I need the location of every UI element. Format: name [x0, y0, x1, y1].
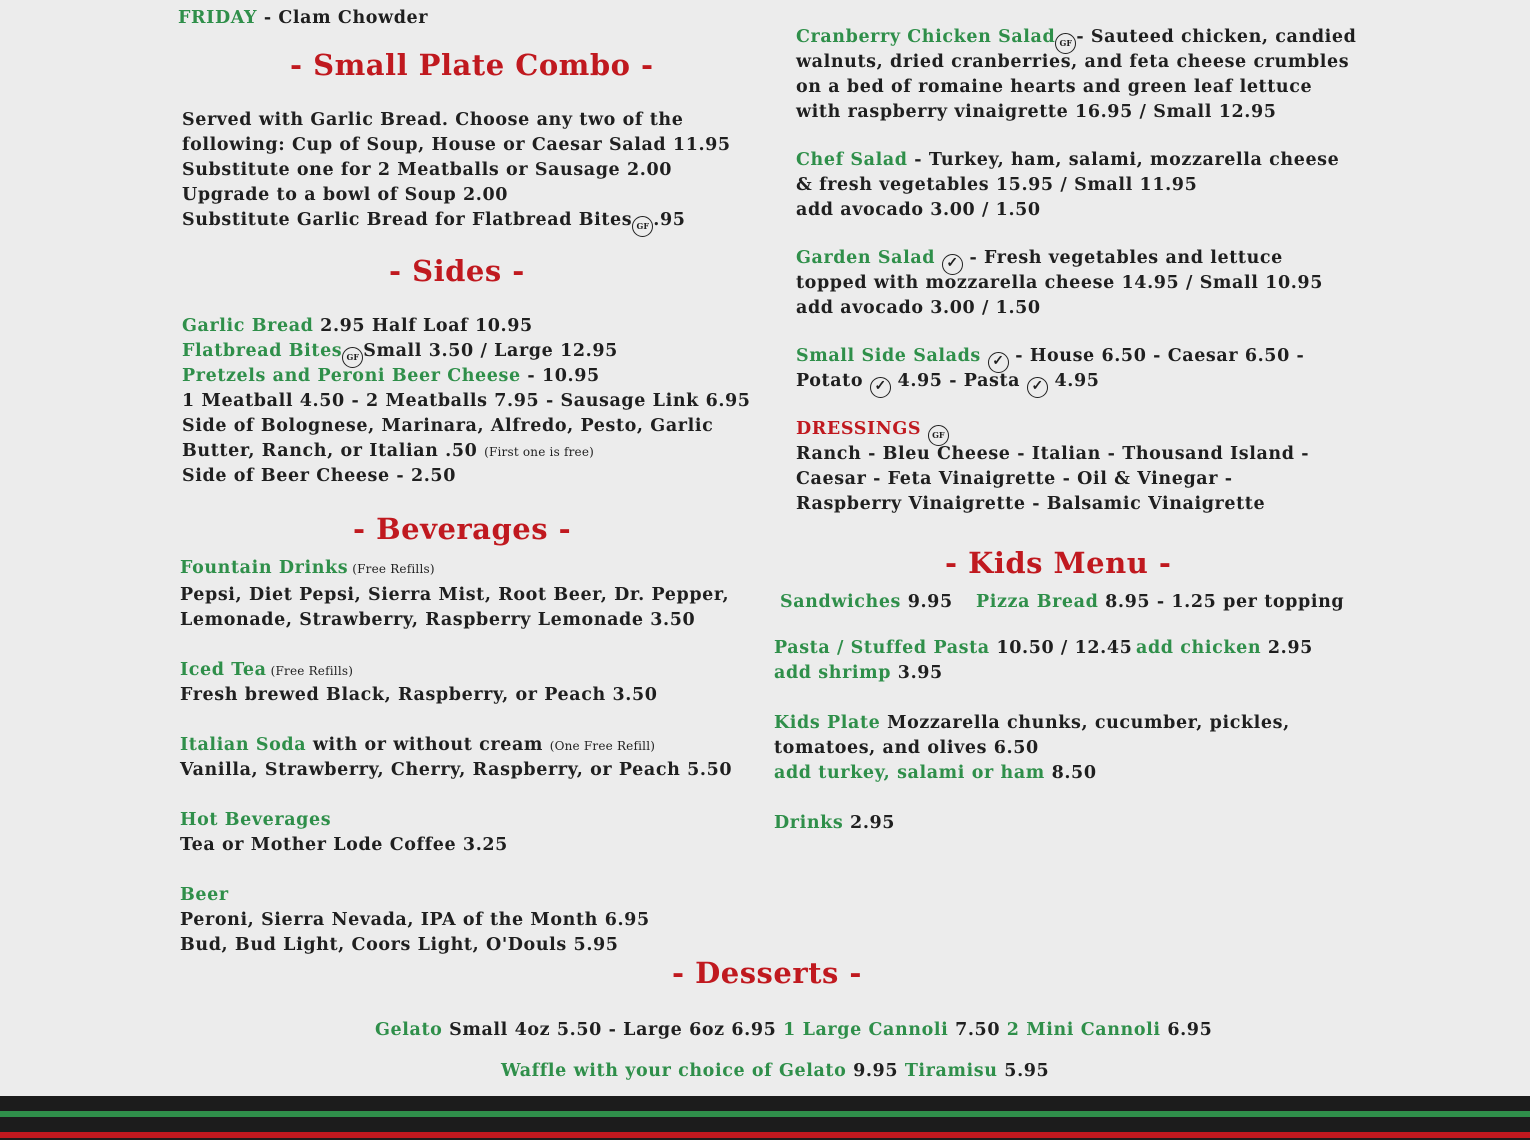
soda-note: (One Free Refill) — [549, 739, 656, 753]
small-plate-line-2: following: Cup of Soup, House or Caesar Salad 11.95 — [182, 135, 731, 155]
tea-heading — [180, 658, 353, 684]
footer-stripes — [0, 1096, 1530, 1140]
sauce-line-1: Side of Bolognese, Marinara, Alfredo, Pesto, Garlic — [182, 416, 714, 436]
beer-line-2: Bud, Bud Light, Coors Light, O'Douls 5.95 — [180, 935, 619, 955]
kids-pasta-price: 10.50 / 12.45 — [989, 638, 1133, 658]
chef-line-3: add avocado 3.00 / 1.50 — [796, 200, 1041, 220]
cranberry-line-3: on a bed of romaine hearts and green leaf lettuce — [796, 77, 1313, 97]
gluten-free-icon: GF — [1055, 33, 1076, 54]
kids-pizza-bread — [976, 590, 1344, 615]
gluten-free-icon: GF — [632, 216, 653, 237]
fountain-line-2: Lemonade, Strawberry, Raspberry Lemonade 3.50 — [180, 610, 696, 630]
flatbread-price: Small 3.50 / Large 12.95 — [363, 341, 618, 361]
sauce-line-2 — [182, 439, 594, 465]
hot-heading: Hot Beverages — [180, 810, 332, 830]
cranberry-line-4: with raspberry vinaigrette 16.95 / Small 12.95 — [796, 102, 1277, 122]
red-stripe — [0, 1132, 1530, 1138]
kids-plate-desc-1: Mozzarella chunks, cucumber, pickles, — [880, 713, 1290, 733]
sides-heading: - Sides - — [389, 254, 525, 288]
kids-plate-name: Kids Plate — [774, 713, 881, 733]
garden-line-3: add avocado 3.00 / 1.50 — [796, 298, 1041, 318]
small-plate-line-1: Served with Garlic Bread. Choose any two of the — [182, 110, 684, 130]
tea-line: Fresh brewed Black, Raspberry, or Peach 3.50 — [180, 685, 658, 705]
small-plate-line-4: Upgrade to a bowl of Soup 2.00 — [182, 185, 509, 205]
meatball-line: 1 Meatball 4.50 - 2 Meatballs 7.95 - Sausage Link 6.95 — [182, 391, 751, 411]
dressings-line-1: Ranch - Bleu Cheese - Italian - Thousand Island - — [796, 444, 1310, 464]
small-plate-heading: - Small Plate Combo - — [290, 48, 654, 82]
vegetarian-icon: ✓ — [988, 352, 1009, 373]
tea-name: Iced Tea — [180, 660, 267, 680]
soda-name: Italian Soda — [180, 735, 307, 755]
sauce-line-2-text: Butter, Ranch, or Italian .50 — [182, 441, 485, 461]
beer-heading: Beer — [180, 885, 229, 905]
friday-line — [178, 6, 428, 31]
chef-desc-1: - Turkey, ham, salami, mozzarella cheese — [907, 150, 1340, 170]
kids-add-shrimp — [774, 661, 943, 686]
side-salads-name: Small Side Salads — [796, 346, 981, 366]
chef-line-1 — [796, 148, 1339, 173]
gluten-free-icon: GF — [342, 347, 363, 368]
pretzels-name: Pretzels and Peroni Beer Cheese — [182, 366, 521, 386]
tiramisu-name: Tiramisu — [904, 1061, 998, 1081]
pretzels-item — [182, 364, 600, 389]
kids-add-turkey — [774, 761, 1097, 786]
add-shrimp-price: 3.95 — [891, 663, 943, 683]
friday-label: FRIDAY — [178, 8, 258, 28]
vegetarian-icon: ✓ — [1027, 377, 1048, 398]
kids-drinks-name: Drinks — [774, 813, 844, 833]
dressings-line-3: Raspberry Vinaigrette - Balsamic Vinaigrette — [796, 494, 1266, 514]
dressings-line-2: Caesar - Feta Vinaigrette - Oil & Vinegar - — [796, 469, 1233, 489]
garlic-bread-name: Garlic Bread — [182, 316, 314, 336]
fountain-heading — [180, 556, 435, 582]
potato-price: 4.95 - Pasta — [890, 371, 1027, 391]
cranberry-name: Cranberry Chicken Salad — [796, 27, 1056, 47]
sandwiches-name: Sandwiches — [780, 592, 902, 612]
kids-add-chicken — [1136, 636, 1313, 661]
potato-label: Potato — [796, 371, 870, 391]
garlic-bread-item — [182, 314, 533, 339]
small-plate-line-3: Substitute one for 2 Meatballs or Sausage 2.00 — [182, 160, 673, 180]
sauce-note: (First one is free) — [484, 445, 595, 459]
pasta-salad-price: 4.95 — [1047, 371, 1100, 391]
desserts-line-2 — [501, 1059, 1049, 1084]
small-plate-sub-text: Substitute Garlic Bread for Flatbread Bites — [182, 210, 633, 230]
side-salads-line-2 — [796, 369, 1100, 398]
soda-line: Vanilla, Strawberry, Cherry, Raspberry, or Peach 5.50 — [180, 760, 733, 780]
garden-desc-1: - Fresh vegetables and lettuce — [962, 248, 1283, 268]
gelato-name: Gelato — [375, 1020, 443, 1040]
beverages-heading: - Beverages - — [353, 512, 572, 546]
small-plate-sub-price: .95 — [653, 210, 686, 230]
kids-heading: - Kids Menu - — [945, 546, 1172, 580]
cranberry-line-2: walnuts, dried cranberries, and feta cheese crumbles — [796, 52, 1350, 72]
flatbread-name: Flatbread Bites — [182, 341, 343, 361]
add-shrimp-name: add shrimp — [774, 663, 892, 683]
vegetarian-icon: ✓ — [942, 254, 963, 275]
pizza-bread-price: 8.95 - 1.25 per topping — [1098, 592, 1345, 612]
mini-cannoli-name: 2 Mini Cannoli — [1006, 1020, 1161, 1040]
green-stripe — [0, 1111, 1530, 1117]
small-plate-line-5 — [182, 208, 686, 237]
sandwiches-price: 9.95 — [901, 592, 953, 612]
side-salads-desc: - House 6.50 - Caesar 6.50 - — [1008, 346, 1305, 366]
kids-sandwiches — [780, 590, 953, 615]
dressings-title: DRESSINGS — [796, 419, 922, 439]
add-turkey-name: add turkey, salami or ham — [774, 763, 1045, 783]
desserts-line-1 — [375, 1018, 1212, 1043]
beer-line-1: Peroni, Sierra Nevada, IPA of the Month 6.95 — [180, 910, 650, 930]
garden-line-2: topped with mozzarella cheese 14.95 / Small 10.95 — [796, 273, 1323, 293]
soda-heading — [180, 733, 655, 759]
tiramisu-price: 5.95 — [997, 1061, 1050, 1081]
fountain-name: Fountain Drinks — [180, 558, 349, 578]
waffle-price: 9.95 — [846, 1061, 905, 1081]
friday-text: - Clam Chowder — [257, 8, 429, 28]
pizza-bread-name: Pizza Bread — [976, 592, 1099, 612]
add-chicken-price: 2.95 — [1261, 638, 1313, 658]
kids-drinks-price: 2.95 — [843, 813, 896, 833]
kids-pasta-name: Pasta / Stuffed Pasta — [774, 638, 990, 658]
mini-cannoli-price: 6.95 — [1160, 1020, 1213, 1040]
kids-plate-line-1 — [774, 711, 1290, 736]
gelato-price: Small 4oz 5.50 - Large 6oz 6.95 — [442, 1020, 784, 1040]
cranberry-desc-1: - Sauteed chicken, candied — [1076, 27, 1357, 47]
kids-pasta — [774, 636, 1132, 661]
soda-mid: with or without cream — [306, 735, 550, 755]
add-turkey-price: 8.50 — [1044, 763, 1097, 783]
vegetarian-icon: ✓ — [870, 377, 891, 398]
hot-line: Tea or Mother Lode Coffee 3.25 — [180, 835, 508, 855]
chef-line-2: & fresh vegetables 15.95 / Small 11.95 — [796, 175, 1198, 195]
large-cannoli-price: 7.50 — [948, 1020, 1007, 1040]
beer-cheese-line: Side of Beer Cheese - 2.50 — [182, 466, 456, 486]
chef-name: Chef Salad — [796, 150, 908, 170]
pretzels-price: - 10.95 — [520, 366, 600, 386]
add-chicken-name: add chicken — [1136, 638, 1262, 658]
gluten-free-icon: GF — [928, 425, 949, 446]
large-cannoli-name: 1 Large Cannoli — [783, 1020, 949, 1040]
waffle-name: Waffle with your choice of Gelato — [501, 1061, 847, 1081]
fountain-line-1: Pepsi, Diet Pepsi, Sierra Mist, Root Beer, Dr. Pepper, — [180, 585, 730, 605]
garden-name: Garden Salad — [796, 248, 936, 268]
desserts-heading: - Desserts - — [672, 956, 862, 990]
kids-drinks — [774, 811, 895, 836]
garlic-bread-price: 2.95 Half Loaf 10.95 — [313, 316, 533, 336]
tea-note: (Free Refills) — [266, 664, 354, 678]
fountain-note: (Free Refills) — [348, 562, 435, 576]
kids-plate-line-2: tomatoes, and olives 6.50 — [774, 738, 1039, 758]
